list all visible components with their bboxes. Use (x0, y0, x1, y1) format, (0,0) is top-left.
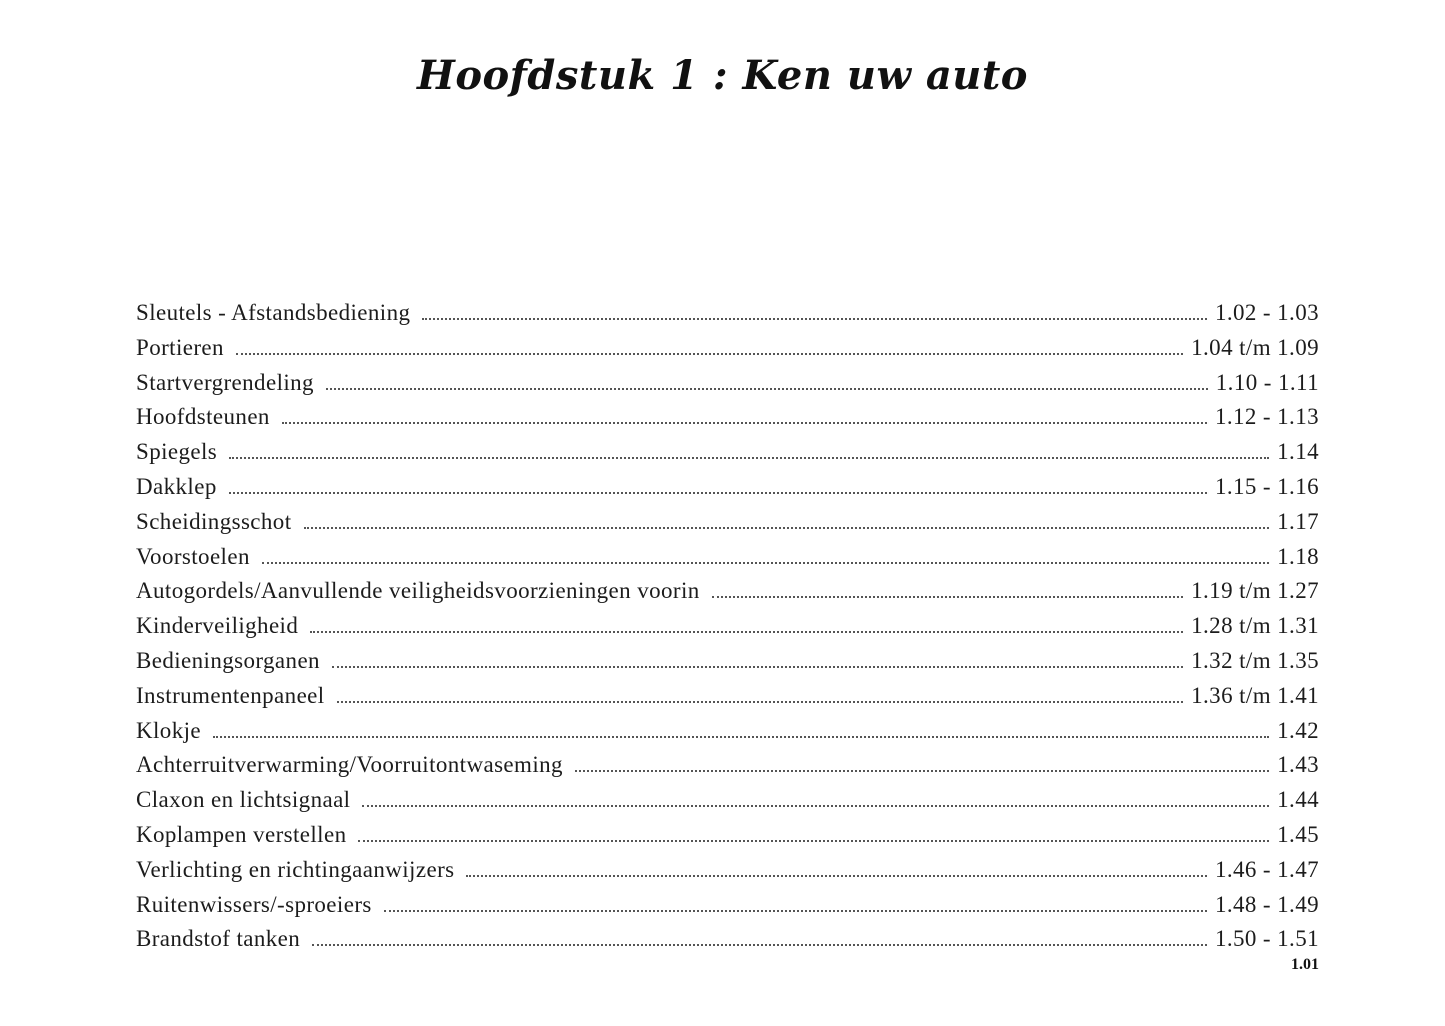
toc-entry-pages: 1.45 (1277, 821, 1319, 847)
toc-entry[interactable] (136, 300, 1319, 335)
toc-entry[interactable] (136, 509, 1319, 544)
dot-leader (332, 662, 1183, 668)
toc-entry-label: Portieren (136, 334, 224, 360)
toc-entry-pages: 1.15 - 1.16 (1214, 473, 1319, 499)
toc-entry-label: Achterruitverwarming/Voorruitontwaseming (136, 752, 563, 778)
dot-leader (282, 418, 1207, 424)
toc-entry-label: Dakklep (136, 473, 217, 499)
page-title: Hoofdstuk 1 : Ken uw auto (417, 52, 1028, 99)
toc-entry[interactable] (136, 892, 1319, 927)
toc-entry[interactable] (136, 439, 1319, 474)
toc-entry-label: Brandstof tanken (136, 926, 301, 952)
dot-leader (213, 732, 1269, 738)
toc-entry[interactable] (136, 648, 1319, 683)
toc-entry-pages: 1.17 (1277, 508, 1319, 534)
toc-entry[interactable] (136, 926, 1319, 961)
dot-leader (466, 871, 1206, 877)
toc-entry-pages: 1.02 - 1.03 (1214, 300, 1319, 325)
toc-entry-pages: 1.50 - 1.51 (1214, 926, 1319, 952)
toc-entry-pages: 1.28 t/m 1.31 (1191, 613, 1319, 639)
toc-entry[interactable] (136, 544, 1319, 579)
toc-entry-label: Startvergrendeling (136, 369, 314, 395)
toc-entry-pages: 1.42 (1277, 717, 1319, 743)
toc-entry-pages: 1.19 t/m 1.27 (1191, 578, 1319, 604)
dot-leader (358, 836, 1269, 842)
toc-entry-pages: 1.18 (1277, 543, 1319, 569)
toc-entry-label: Sleutels - Afstandsbediening (136, 300, 411, 325)
toc-entry[interactable] (136, 718, 1319, 753)
toc-entry[interactable] (136, 613, 1319, 648)
toc-entry-label: Spiegels (136, 439, 218, 465)
table-of-contents (136, 300, 1319, 961)
dot-leader (312, 940, 1207, 946)
toc-entry-pages: 1.43 (1277, 752, 1319, 778)
toc-entry-label: Hoofdsteunen (136, 404, 270, 430)
toc-entry[interactable] (136, 335, 1319, 370)
toc-entry-label: Autogordels/Aanvullende veiligheidsvoorzieningen voorin (136, 578, 700, 604)
toc-entry-label: Ruitenwissers/-sproeiers (136, 891, 372, 917)
toc-entry[interactable] (136, 752, 1319, 787)
dot-leader (229, 453, 1269, 459)
dot-leader (262, 558, 1269, 564)
dot-leader (310, 627, 1183, 633)
toc-entry-label: Instrumentenpaneel (136, 682, 325, 708)
dot-leader (229, 488, 1207, 494)
dot-leader (304, 523, 1270, 529)
dot-leader (712, 592, 1183, 598)
toc-entry-label: Claxon en lichtsignaal (136, 787, 351, 813)
toc-entry-label: Koplampen verstellen (136, 821, 347, 847)
dot-leader (422, 314, 1207, 320)
toc-entry[interactable] (136, 370, 1319, 405)
toc-entry-label: Klokje (136, 717, 201, 743)
toc-entry[interactable] (136, 404, 1319, 439)
dot-leader (326, 384, 1208, 390)
dot-leader (362, 801, 1269, 807)
page-number: 1.01 (1291, 956, 1319, 973)
dot-leader (236, 349, 1183, 355)
dot-leader (337, 697, 1184, 703)
toc-entry-label: Kinderveiligheid (136, 613, 299, 639)
dot-leader (575, 766, 1269, 772)
toc-entry-pages: 1.46 - 1.47 (1214, 856, 1319, 882)
toc-entry-pages: 1.04 t/m 1.09 (1191, 334, 1319, 360)
toc-entry-label: Bedieningsorganen (136, 647, 320, 673)
toc-entry-pages: 1.36 t/m 1.41 (1191, 682, 1319, 708)
toc-entry[interactable] (136, 474, 1319, 509)
toc-entry-pages: 1.12 - 1.13 (1214, 404, 1319, 430)
toc-entry[interactable] (136, 683, 1319, 718)
toc-entry-label: Scheidingsschot (136, 508, 292, 534)
toc-entry-pages: 1.14 (1277, 439, 1319, 465)
toc-entry[interactable] (136, 822, 1319, 857)
toc-entry-pages: 1.32 t/m 1.35 (1191, 647, 1319, 673)
toc-entry[interactable] (136, 787, 1319, 822)
toc-entry[interactable] (136, 857, 1319, 892)
toc-entry[interactable] (136, 578, 1319, 613)
toc-entry-label: Voorstoelen (136, 543, 250, 569)
toc-entry-label: Verlichting en richtingaanwijzers (136, 856, 455, 882)
toc-entry-pages: 1.48 - 1.49 (1214, 891, 1319, 917)
toc-entry-pages: 1.10 - 1.11 (1215, 369, 1319, 395)
toc-entry-pages: 1.44 (1277, 787, 1319, 813)
dot-leader (384, 906, 1207, 912)
